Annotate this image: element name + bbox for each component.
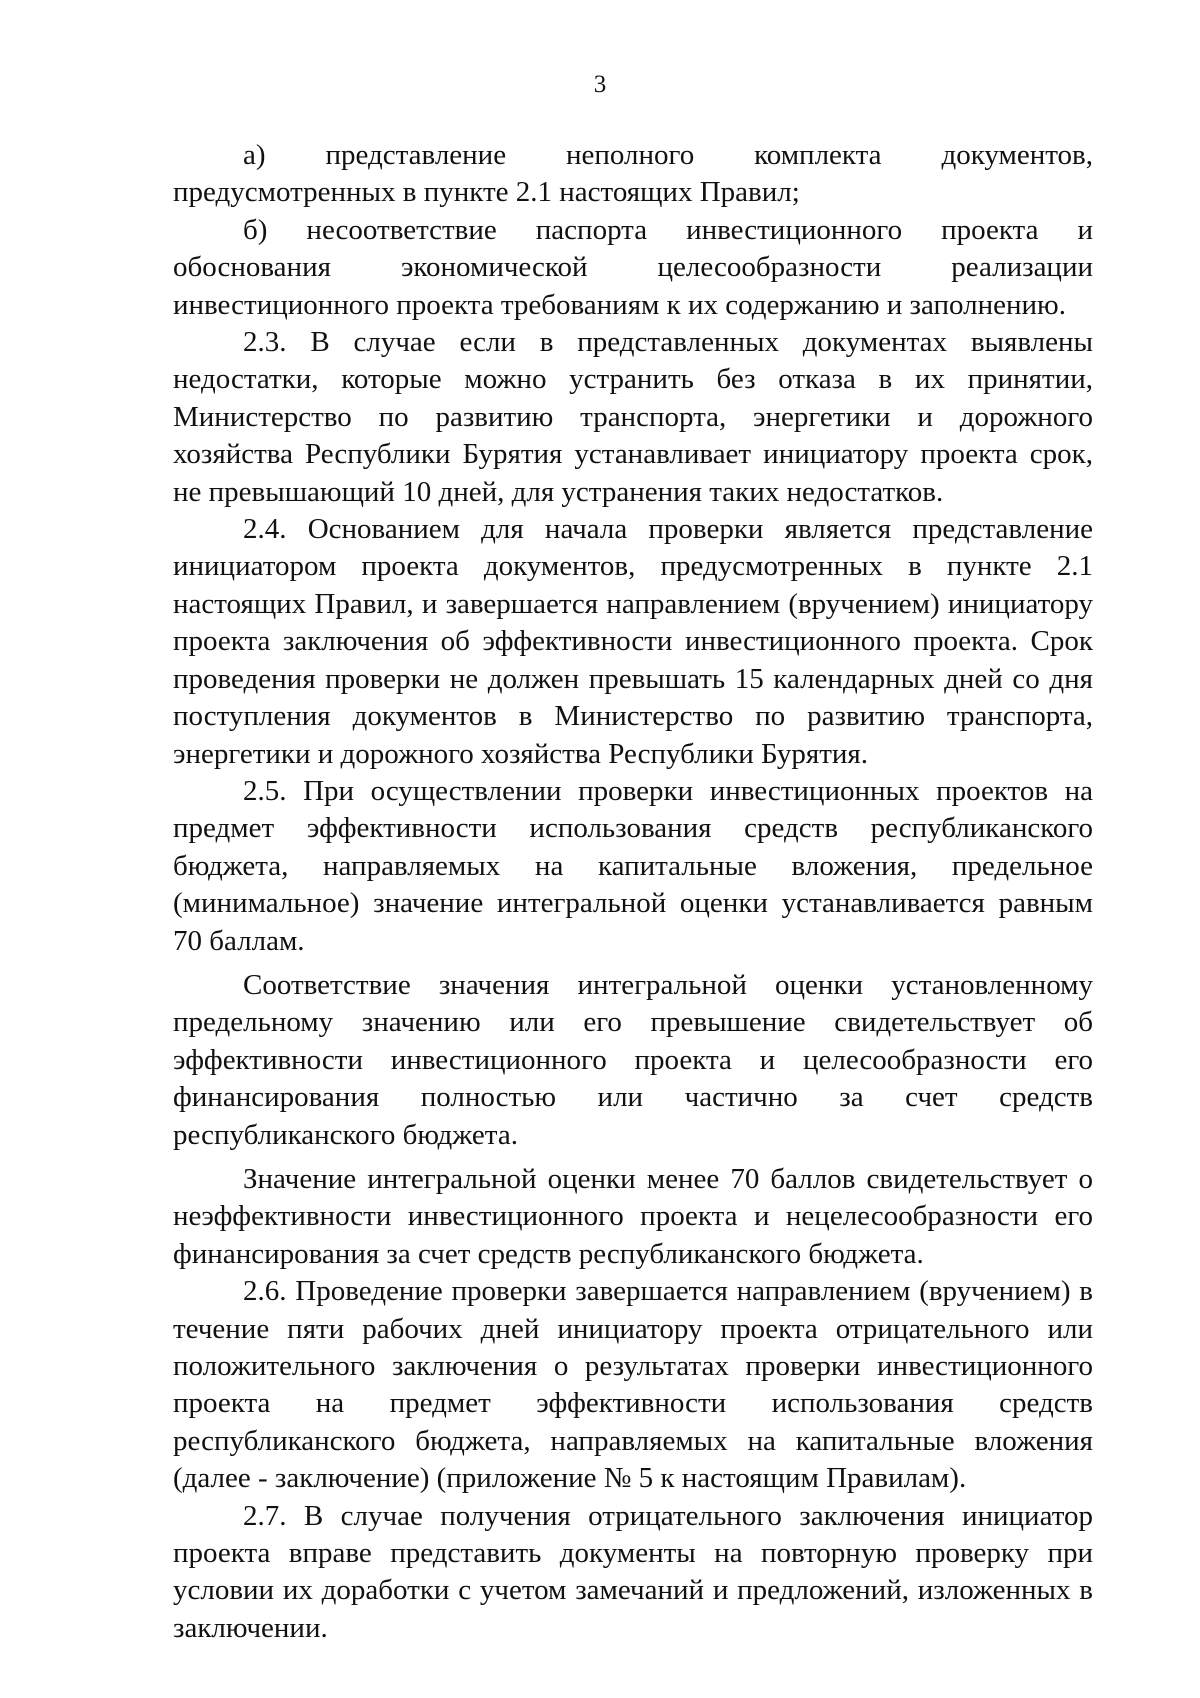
page-number: 3 (593, 71, 607, 98)
paragraph-2-5: 2.5. При осуществлении проверки инвестиционных проектов на предмет эффективности использования средств республиканского бюджета, направляемых на капитальные вложения, предельное (минимальное) значение интегральной оценки устанавливается равным 70 баллам. (173, 774, 1093, 957)
paragraph-2-7: 2.7. В случае получения отрицательного заключения инициатор проекта вправе представить документы на повторную проверку при условии их доработки с учетом замечаний и предложений, изложенных в заключении. (173, 1499, 1093, 1644)
paragraph-2-3: 2.3. В случае если в представленных документах выявлены недостатки, которые можно устранить без отказа в их принятии, Министерство по развитию транспорта, энергетики и дорожного хозяйства Республики Бурятия устанавливает инициатору проекта срок, не превышающий 10 дней, для устранения таких недостатков. (173, 326, 1093, 508)
paragraph-compliance: Соответствие значения интегральной оценки установленному предельному значению или его превышение свидетельствует об эффективности инвестиционного проекта и целесообразности его финансирования полностью или частично за счет средств республиканского бюджета. (173, 968, 1093, 1151)
paragraph-b: б) несоответствие паспорта инвестиционного проекта и обоснования экономической целесообразности реализации инвестиционного проекта требованиям к их содержанию и заполнению. (173, 213, 1093, 321)
document-body (173, 137, 1093, 1647)
paragraph-2-6: 2.6. Проведение проверки завершается направлением (вручением) в течение пяти рабочих дней инициатору проекта отрицательного или положительного заключения о результатах проверки инвестиционного проекта на предмет эффективности использования средств республиканского бюджета, направляемых на капитальные вложения (далее - заключение) (приложение № 5 к настоящим Правилам). (173, 1275, 1093, 1495)
paragraph-a: а) представление неполного комплекта документов, предусмотренных в пункте 2.1 настоящих Правил; (173, 139, 1093, 209)
paragraph-2-4: 2.4. Основанием для начала проверки является представление инициатором проекта документов, предусмотренных в пункте 2.1 настоящих Правил, и завершается направлением (вручением) инициатору проекта заключения об эффективности инвестиционного проекта. Срок проведения проверки не должен превышать 15 календарных дней со дня поступления документов в Министерство по развитию транспорта, энергетики и дорожного хозяйства Республики Бурятия. (173, 513, 1093, 770)
paragraph-below-threshold: Значение интегральной оценки менее 70 баллов свидетельствует о неэффективности инвестиционного проекта и нецелесообразности его финансирования за счет средств республиканского бюджета. (173, 1162, 1093, 1270)
